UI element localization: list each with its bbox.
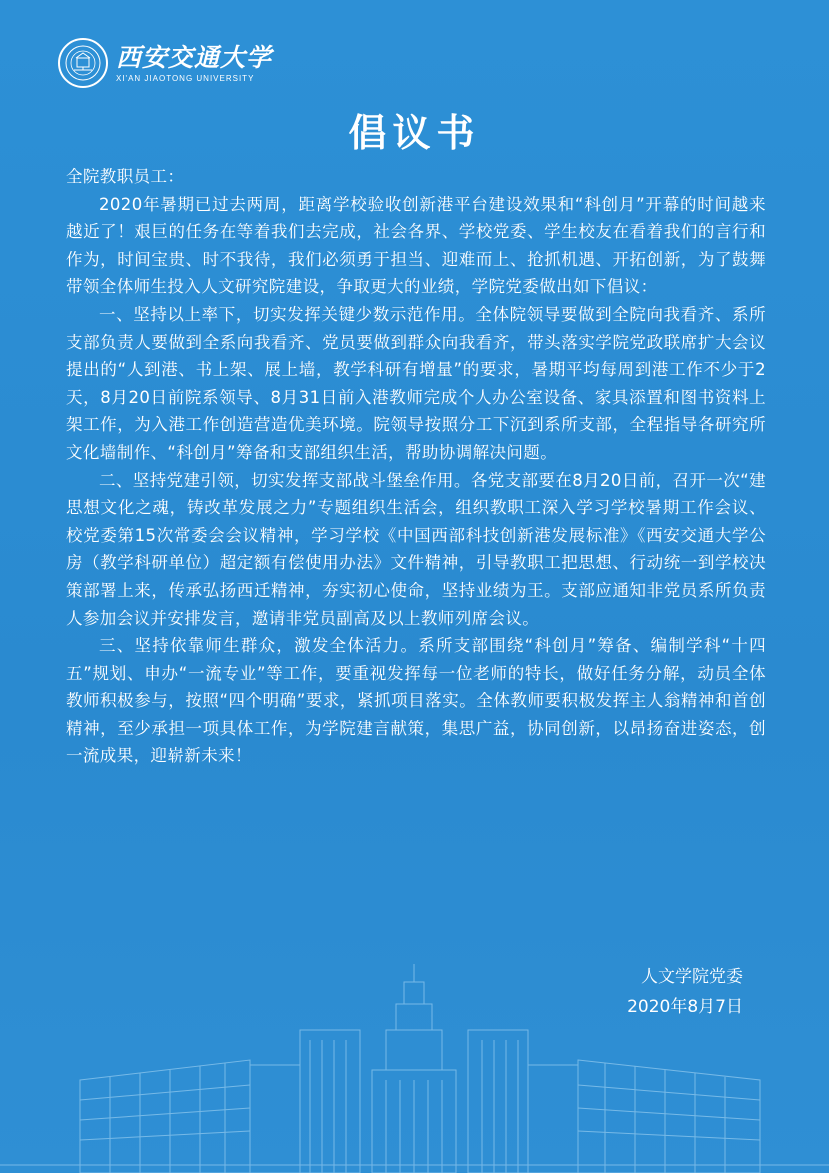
paragraph-point-two: 二、坚持党建引领，切实发挥支部战斗堡垒作用。各党支部要在8月20日前，召开一次“建思想文化之魂，铸改革发展之力”专题组织生活会，组织教职工深入学习学校暑期工作会议、校党委第15次常委会会议精神，学习学校《中国西部科技创新港发展标准》《西安交通大学公房（教学科研单位）超定额有偿使用办法》文件精神，引导教职工把思想、行动统一到学校决策部署上来，传承弘扬西迁精神，夯实初心使命，坚持业绩为王。支部应通知非党员系所负责人参加会议并安排发言，邀请非党员副高及以上教师列席会议。 xyxy=(66,470,766,628)
paragraph-intro: 2020年暑期已过去两周，距离学校验收创新港平台建设效果和“科创月”开幕的时间越来越近了！艰巨的任务在等着我们去完成，社会各界、学校党委、学生校友在看着我们的言行和作为，时间宝贵、时不我待，我们必须勇于担当、迎难而上、抢抓机遇、开拓创新，为了鼓舞带领全体师生投入人文研究院建设，争取更大的业绩，学院党委做出如下倡议： xyxy=(66,194,766,297)
university-logo xyxy=(58,38,272,88)
signature: 人文学院党委 xyxy=(641,967,743,987)
signature-date: 2020年8月7日 xyxy=(627,997,743,1017)
letter-body xyxy=(66,163,766,770)
paragraph-point-three: 三、坚持依靠师生群众，激发全体活力。系所支部围绕“科创月”筹备、编制学科“十四五”规划、申办“一流专业”等工作，要重视发挥每一位老师的特长，做好任务分解，动员全体教师积极参与，按照“四个明确”要求，紧抓项目落实。全体教师要积极发挥主人翁精神和首创精神，至少承担一项具体工作，为学院建言献策，集思广益，协同创新，以昂扬奋进姿态，创一流成果，迎崭新未来！ xyxy=(66,636,766,766)
campus-building-illustration xyxy=(0,960,829,1173)
university-seal-icon xyxy=(58,38,108,88)
salutation: 全院教职员工： xyxy=(66,167,185,186)
paragraph-point-one: 一、坚持以上率下，切实发挥关键少数示范作用。全体院领导要做到全院向我看齐、系所支部负责人要做到全系向我看齐、党员要做到群众向我看齐，带头落实学院党政联席扩大会议提出的“人到港、书上架、展上墙，教学科研有增量”的要求，暑期平均每周到港工作不少于2天，8月20日前院系领导、8月31日前入港教师完成个人办公室设备、家具添置和图书资料上架工作，为入港工作创造营造优美环境。院领导按照分工下沉到系所支部，全程指导各研究所文化墙制作、“科创月”筹备和支部组织生活，帮助协调解决问题。 xyxy=(66,304,766,462)
logo-english-name: XI'AN JIAOTONG UNIVERSITY xyxy=(116,73,255,83)
document-title: 倡议书 xyxy=(348,111,481,155)
logo-chinese-name: 西安交通大学 xyxy=(116,42,273,72)
